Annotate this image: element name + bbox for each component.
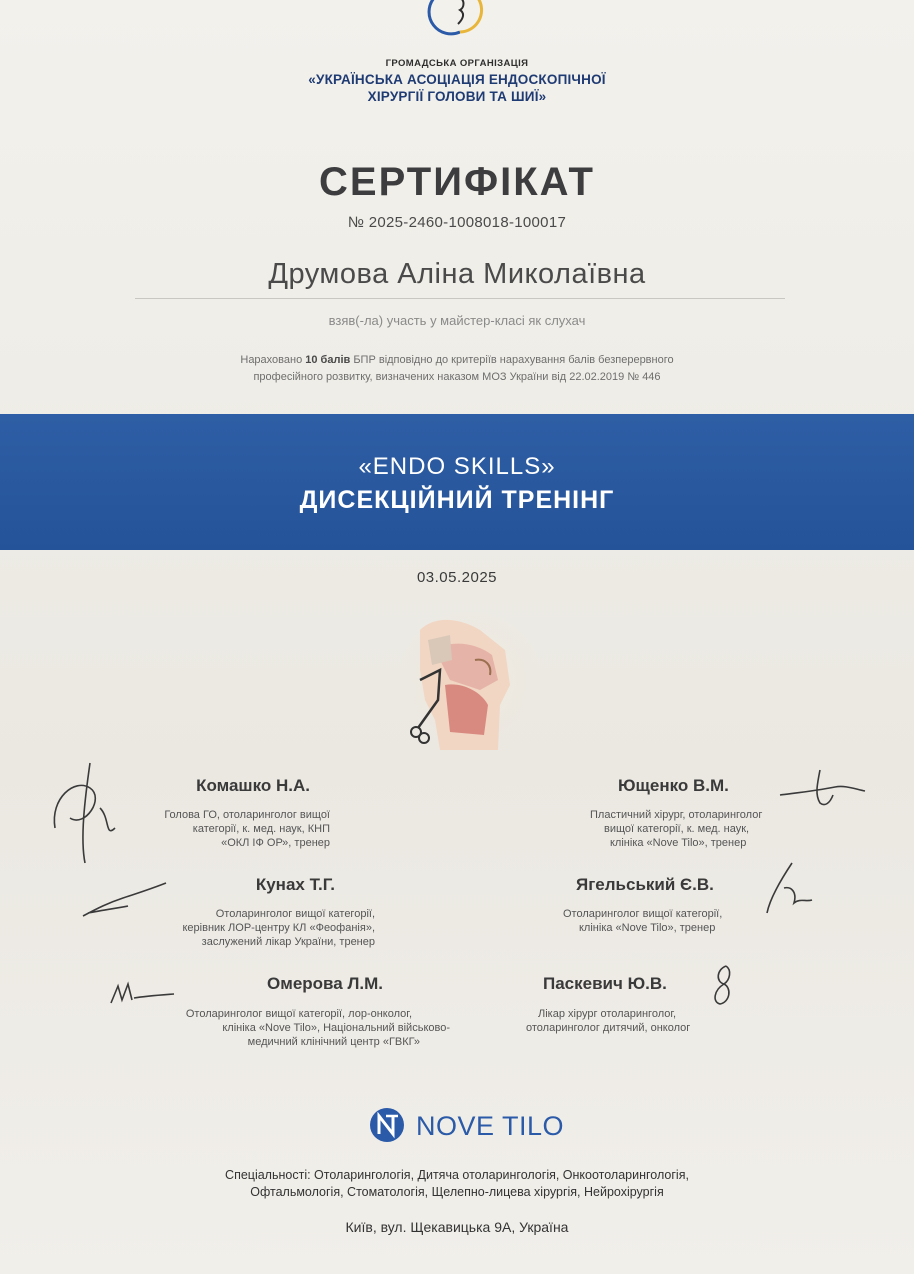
signatory-desc-line: клініка «Nove Tilo», Національний військово- — [222, 1022, 450, 1034]
signatory-5-desc — [160, 1007, 450, 1049]
specialties — [0, 1167, 914, 1201]
signatory-desc-line: заслужений лікар України, тренер — [201, 936, 375, 948]
nove-tilo-logo-icon — [368, 1106, 406, 1144]
association-logo — [420, 0, 492, 42]
org-name — [0, 71, 914, 105]
name-underline — [135, 298, 785, 299]
signatory-desc-line: медичний клінічний центр «ГВКГ» — [247, 1036, 420, 1048]
signatory-3-desc — [160, 907, 375, 949]
event-title-line1: «ENDO SKILLS» — [358, 453, 556, 480]
nove-tilo-brand — [368, 1106, 568, 1146]
org-name-line1: «УКРАЇНСЬКА АСОЦІАЦІЯ ЕНДОСКОПІЧНОЇ — [308, 72, 606, 87]
signatory-desc-line: вищої категорії, к. мед. наук, — [604, 823, 750, 835]
signature-paskevych — [708, 962, 738, 1010]
signatory-desc-line: «ОКЛ ІФ ОР», тренер — [221, 837, 330, 849]
signatory-name: Кунах Т.Г. — [255, 875, 335, 894]
signatory-desc-line: керівник ЛОР-центру КЛ «Феофанія», — [182, 922, 375, 934]
signatory-desc-line: Лікар хірург отоларинголог, — [538, 1008, 677, 1020]
address: Київ, вул. Щекавицька 9А, Україна — [345, 1219, 569, 1235]
event-title-line2: ДИСЕКЦІЙНИЙ ТРЕНІНГ — [299, 486, 615, 514]
signatory-3 — [150, 875, 335, 895]
recipient-name: Друмова Аліна Миколаївна — [268, 258, 646, 290]
specialties-line2: Офтальмологія, Стоматологія, Щелепно-лицева хірургія, Нейрохірургія — [250, 1185, 664, 1199]
certificate-number: № 2025-2460-1008018-100017 — [347, 214, 567, 231]
points-value: 10 балів — [305, 354, 351, 366]
signatory-desc-line: Отоларинголог вищої категорії, — [215, 908, 375, 920]
signatory-desc-line: клініка «Nove Tilo», тренер — [610, 837, 747, 849]
signatory-5 — [185, 974, 383, 994]
signature-yahelskyi — [762, 858, 817, 918]
signatory-desc-line: Голова ГО, отоларинголог вищої — [164, 809, 330, 821]
certificate-title: СЕРТИФІКАТ — [319, 160, 595, 204]
signatory-6-desc — [526, 1007, 746, 1035]
signatory-name: Омерова Л.М. — [267, 974, 383, 993]
points-line2: професійного розвитку, визначених наказом МОЗ України від 22.02.2019 № 446 — [253, 371, 661, 383]
points-suffix: БПР відповідно до критеріїв нарахування балів безперервного — [350, 354, 674, 366]
signatory-1 — [120, 776, 310, 796]
signatory-name: Ющенко В.М. — [618, 776, 729, 795]
signature-komashko — [45, 758, 125, 868]
signature-omerova — [106, 978, 176, 1008]
signatory-4 — [576, 875, 776, 895]
org-type: ГРОМАДСЬКА ОРГАНІЗАЦІЯ — [385, 58, 529, 69]
participation-text: взяв(-ла) участь у майстер-класі як слухач — [328, 313, 586, 328]
points-text — [0, 352, 914, 386]
signatory-desc-line: Пластичний хірург, отоларинголог — [590, 809, 763, 821]
signature-yushchenko — [775, 765, 870, 815]
specialties-line1: Спеціальності: Отоларингологія, Дитяча отоларингологія, Онкоотоларингологія, — [225, 1168, 689, 1182]
signatory-desc-line: отоларинголог дитячий, онколог — [526, 1022, 691, 1034]
signatory-name: Ягельський Є.В. — [576, 875, 714, 894]
signatory-1-desc — [120, 808, 330, 850]
event-banner — [0, 414, 914, 550]
points-prefix: Нараховано — [240, 354, 306, 366]
event-date: 03.05.2025 — [416, 569, 498, 586]
signatory-desc-line: клініка «Nove Tilo», тренер — [579, 922, 716, 934]
signatory-4-desc — [563, 907, 783, 935]
brand-name: NOVE TILO — [416, 1111, 565, 1141]
signatory-desc-line: Отоларинголог вищої категорії, — [563, 908, 723, 920]
signatory-desc-line: категорії, к. мед. наук, КНП — [192, 823, 330, 835]
signatory-name: Паскевич Ю.В. — [543, 974, 667, 993]
signatory-desc-line: Отоларинголог вищої категорії, лор-онколог, — [185, 1008, 412, 1020]
org-name-line2: ХІРУРГІЇ ГОЛОВИ ТА ШИЇ» — [367, 89, 547, 104]
anatomy-illustration — [380, 610, 540, 760]
signatory-name: Комашко Н.А. — [196, 776, 310, 795]
